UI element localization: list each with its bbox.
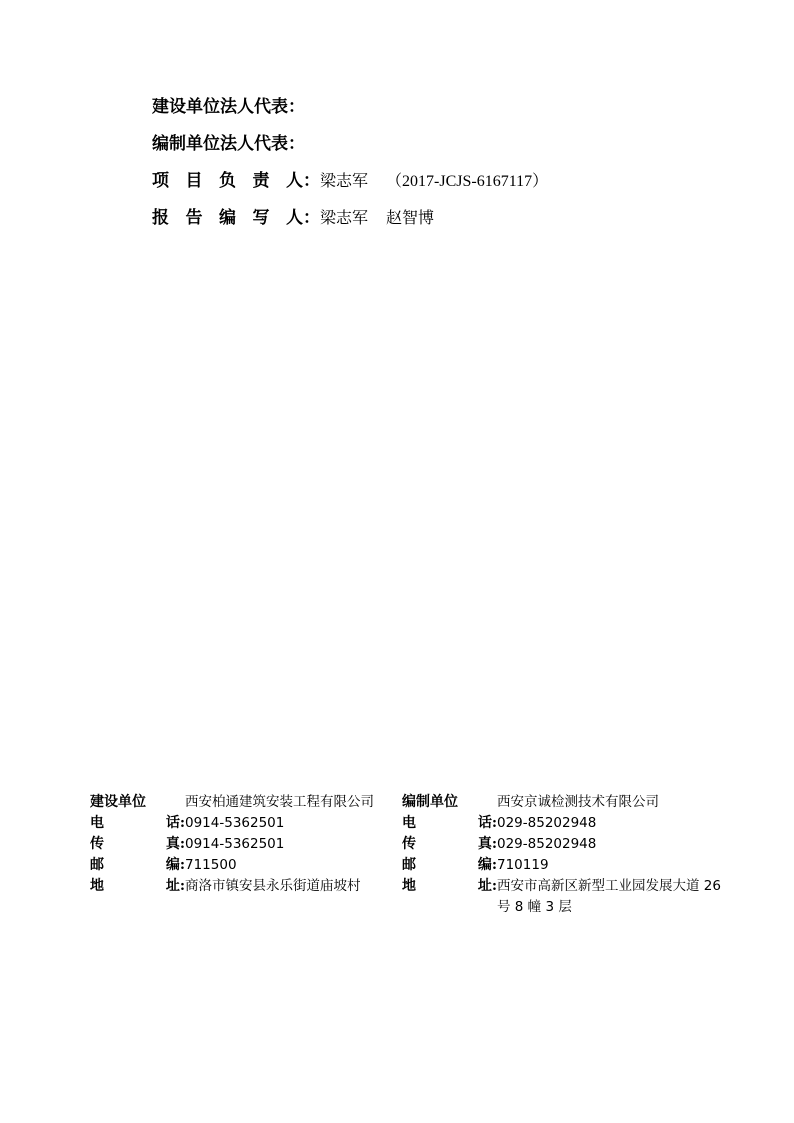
label-char: 地 xyxy=(90,878,104,894)
project-lead-cert: （2017-JCJS-6167117） xyxy=(386,173,549,190)
right-unit-value: 西安京诚检测技术有限公司 xyxy=(497,794,659,810)
label-char: 电 xyxy=(90,815,104,831)
label-char: 目 xyxy=(185,171,203,191)
left-postcode-label xyxy=(90,855,185,876)
left-phone-label xyxy=(90,813,185,834)
report-writer-name-1: 梁志军 xyxy=(320,208,369,227)
construction-rep-label: 建设单位法人代表： xyxy=(152,97,305,117)
label-char: 邮 xyxy=(402,857,416,873)
label-char: 写 xyxy=(252,208,270,228)
report-writer-row xyxy=(152,207,712,244)
label-char: 人： xyxy=(286,171,320,191)
label-char: 传 xyxy=(90,836,104,852)
label-char: 项 xyxy=(152,171,169,191)
label-char: 报 xyxy=(152,208,169,228)
label-char: 址: xyxy=(477,878,497,894)
right-unit-label: 编制单位 xyxy=(402,794,458,810)
right-phone-value: 029-85202948 xyxy=(497,815,597,831)
left-unit-label: 建设单位 xyxy=(90,794,146,810)
project-lead-label xyxy=(152,170,320,192)
label-char: 编 xyxy=(219,208,236,228)
label-char: 电 xyxy=(402,815,416,831)
label-char: 编: xyxy=(165,857,185,873)
label-char: 告 xyxy=(185,208,203,228)
right-phone-label xyxy=(402,813,497,834)
label-char: 邮 xyxy=(90,857,104,873)
label-char: 人： xyxy=(286,208,320,228)
left-fax-value: 0914-5362501 xyxy=(185,836,285,852)
right-postcode-value: 710119 xyxy=(497,857,549,873)
right-postcode-label xyxy=(402,855,497,876)
contact-row-phone xyxy=(90,813,730,834)
left-phone-value: 0914-5362501 xyxy=(185,815,285,831)
contact-row-unit xyxy=(90,792,730,813)
label-char: 真: xyxy=(165,836,185,852)
left-postcode-value: 711500 xyxy=(185,857,237,873)
left-unit-value: 西安柏通建筑安装工程有限公司 xyxy=(185,794,374,810)
label-char: 话: xyxy=(477,815,497,831)
contact-row-address xyxy=(90,876,730,918)
label-char: 责 xyxy=(252,171,270,191)
label-char: 真: xyxy=(477,836,497,852)
right-fax-label xyxy=(402,834,497,855)
project-lead-name: 梁志军 xyxy=(320,171,369,190)
contact-row-postcode xyxy=(90,855,730,876)
label-char: 传 xyxy=(402,836,416,852)
label-char: 话: xyxy=(165,815,185,831)
right-address-label xyxy=(402,876,497,897)
contact-row-fax xyxy=(90,834,730,855)
left-address-value: 商洛市镇安县永乐街道庙坡村 xyxy=(185,878,361,894)
label-char: 地 xyxy=(402,878,416,894)
contact-info-table xyxy=(90,792,730,918)
report-writer-name-2: 赵智博 xyxy=(386,208,435,227)
label-char: 址: xyxy=(165,878,185,894)
right-address-value: 西安市高新区新型工业园发展大道 26 号 8 幢 3 层 xyxy=(497,878,721,915)
right-fax-value: 029-85202948 xyxy=(497,836,597,852)
report-writer-label xyxy=(152,207,320,229)
compiler-rep-row xyxy=(152,133,712,170)
left-address-label xyxy=(90,876,185,897)
compiler-rep-label: 编制单位法人代表： xyxy=(152,134,305,154)
label-char: 编: xyxy=(477,857,497,873)
project-lead-row xyxy=(152,170,712,207)
left-fax-label xyxy=(90,834,185,855)
label-char: 负 xyxy=(219,171,236,191)
signature-block xyxy=(152,96,712,244)
construction-rep-row xyxy=(152,96,712,133)
